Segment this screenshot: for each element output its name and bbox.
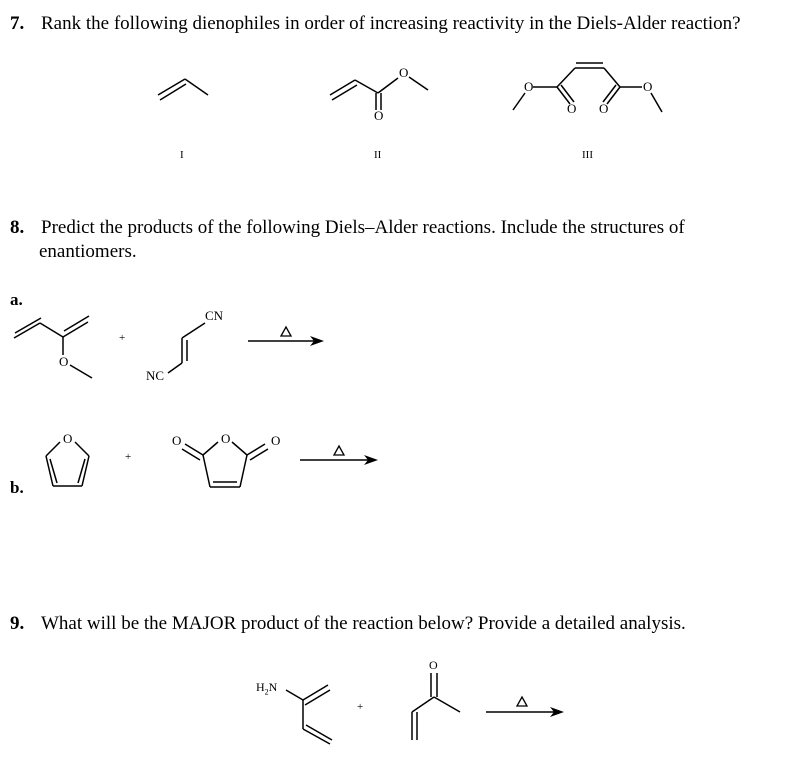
q9-plus: + [357,701,364,713]
q9-dienophile-structure [412,673,460,740]
question-9-text: What will be the MAJOR product of the reaction below? Provide a detailed analysis. [41,613,686,634]
part-a-label: a. [10,290,23,309]
dienophile-iii-carbonyl-oxygen-2: O [599,101,609,116]
dienophile-i-label: I [180,149,184,161]
dienophile-ii-label: II [374,149,382,161]
amine-h: H [256,680,265,694]
dienophile-ii-structure [330,77,428,110]
dienophile-i-structure [158,79,208,100]
reaction-a-nc: NC [146,368,165,383]
reaction-a-cn: CN [205,308,224,323]
anhydride-ring-oxygen: O [221,431,231,446]
anhydride-oxygen-left: O [172,433,182,448]
dienophile-iii-oxygen-right: O [643,79,653,94]
question-9 [10,612,686,635]
q9-diene-structure [286,685,332,744]
furan-oxygen: O [63,431,73,446]
dienophile-iii-label: III [582,149,593,161]
reaction-b-plus: + [125,451,132,463]
reaction-b-arrow [300,446,378,465]
question-7-number: 7. [10,13,25,34]
reaction-b-anhydride-structure [182,442,268,487]
question-9-number: 9. [10,613,25,634]
reaction-a-oxygen: O [59,354,69,369]
question-8 [10,216,685,239]
question-8-number: 8. [10,217,25,238]
reaction-a-dienophile-structure [168,323,205,373]
amine-n: N [268,680,278,694]
reaction-b-furan-structure [46,442,89,486]
dienophile-ii-carbonyl-oxygen: O [374,108,384,123]
dienophile-ii-ester-oxygen: O [399,65,409,80]
reaction-a-diene-structure [14,316,92,378]
dienophile-iii-structure [513,63,662,112]
part-b-label: b. [10,478,24,497]
reaction-a-arrow [248,327,324,346]
question-8-text-line1: Predict the products of the following Diels–Alder reactions. Include the structures of [41,217,685,238]
dienophile-iii-oxygen-left: O [524,79,534,94]
acrolein-oxygen: O [429,658,438,672]
anhydride-oxygen-right: O [271,433,281,448]
question-7-text: Rank the following dienophiles in order of increasing reactivity in the Diels-Alder reaction? [41,13,741,34]
q9-arrow [486,697,564,717]
amine-group-label [256,680,277,699]
reaction-a-plus: + [119,332,126,344]
amine-subscript: 2 [264,687,269,697]
question-8-text-line2: enantiomers. [39,241,137,262]
dienophile-iii-carbonyl-oxygen-1: O [567,101,577,116]
